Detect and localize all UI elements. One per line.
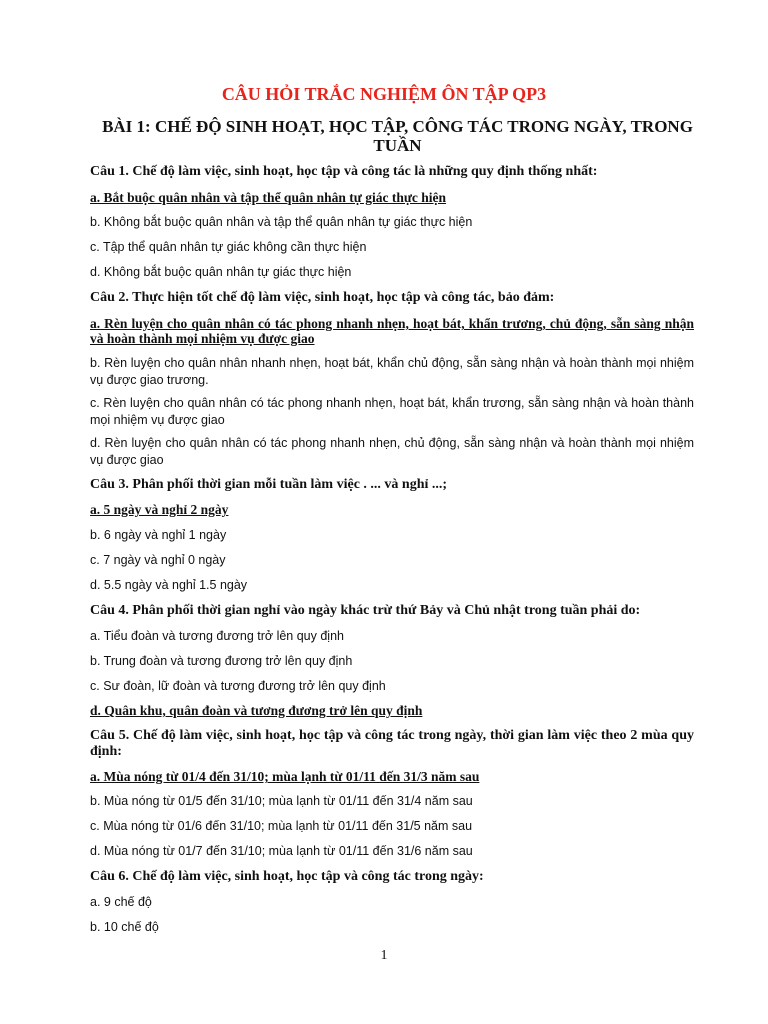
q5-answer-d: d. Mùa nóng từ 01/7 đến 31/10; mùa lạnh từ 01/11 đến 31/6 năm sau	[90, 844, 473, 858]
question-3: Câu 3. Phân phối thời gian mỗi tuần làm việc . ... và nghỉ ...;	[90, 477, 448, 492]
q3-answer-d: d. 5.5 ngày và nghỉ 1.5 ngày	[90, 578, 248, 592]
q5-answer-a-correct: a. Mùa nóng từ 01/4 đến 31/10; mùa lạnh từ 01/11 đến 31/3 năm sau	[90, 769, 480, 784]
q4-answer-b: b. Trung đoàn và tương đương trở lên quy định	[90, 654, 353, 668]
q4-answer-a: a. Tiểu đoàn và tương đương trở lên quy định	[90, 629, 344, 643]
q6-answer-b: b. 10 chế độ	[90, 920, 159, 934]
q5-answer-c: c. Mùa nóng từ 01/6 đến 31/10; mùa lạnh từ 01/11 đến 31/5 năm sau	[90, 819, 473, 833]
q4-answer-d-correct: d. Quân khu, quân đoàn và tương đương trở lên quy định	[90, 703, 423, 718]
q3-answer-a-correct: a. 5 ngày và nghỉ 2 ngày	[90, 502, 229, 517]
q1-answer-a-correct: a. Bắt buộc quân nhân và tập thể quân nhân tự giác thực hiện	[90, 190, 447, 205]
q2-answer-d: d. Rèn luyện cho quân nhân có tác phong nhanh nhẹn, chủ động, sẵn sàng nhận và hoàn thành mọi nhiệm vụ được giao	[90, 436, 694, 467]
q2-answer-a-correct: a. Rèn luyện cho quân nhân có tác phong nhanh nhẹn, hoạt bát, khẩn trương, chủ động, sẵn sàng nhận và hoàn thành mọi nhiệm vụ được giao	[90, 316, 694, 346]
question-6: Câu 6. Chế độ làm việc, sinh hoạt, học tập và công tác trong ngày:	[90, 869, 484, 884]
question-4: Câu 4. Phân phối thời gian nghỉ vào ngày khác trừ thứ Bảy và Chủ nhật trong tuần phải do:	[90, 603, 641, 618]
q4-answer-c: c. Sư đoàn, lữ đoàn và tương đương trở lên quy định	[90, 679, 386, 693]
page-number: 1	[380, 948, 388, 963]
lesson-title: BÀI 1: CHẾ ĐỘ SINH HOẠT, HỌC TẬP, CÔNG TÁC TRONG NGÀY, TRONG TUẦN	[102, 117, 693, 155]
q5-answer-b: b. Mùa nóng từ 01/5 đến 31/10; mùa lạnh từ 01/11 đến 31/4 năm sau	[90, 794, 473, 808]
q2-answer-c: c. Rèn luyện cho quân nhân có tác phong nhanh nhẹn, hoạt bát, khẩn trương, sẵn sàng nhận và hoàn thành mọi nhiệm vụ được giao	[90, 396, 694, 427]
question-1: Câu 1. Chế độ làm việc, sinh hoạt, học tập và công tác là những quy định thống nhất:	[90, 164, 598, 179]
q6-answer-a: a. 9 chế độ	[90, 895, 152, 909]
q2-answer-b: b. Rèn luyện cho quân nhân nhanh nhẹn, hoạt bát, khẩn chủ động, sẵn sàng nhận và hoàn thành mọi nhiệm vụ được giao trương.	[90, 356, 694, 387]
document-title: CÂU HỎI TRẮC NGHIỆM ÔN TẬP QP3	[221, 84, 547, 104]
question-5: Câu 5. Chế độ làm việc, sinh hoạt, học tập và công tác trong ngày, thời gian làm việc theo 2 mùa quy định:	[90, 728, 694, 759]
q1-answer-d: d. Không bắt buộc quân nhân tự giác thực hiện	[90, 265, 352, 279]
question-2: Câu 2. Thực hiện tốt chế độ làm việc, sinh hoạt, học tập và công tác, bảo đảm:	[90, 290, 555, 305]
q1-answer-c: c. Tập thể quân nhân tự giác không cần thực hiện	[90, 240, 367, 254]
q3-answer-b: b. 6 ngày và nghỉ 1 ngày	[90, 528, 227, 542]
q1-answer-b: b. Không bắt buộc quân nhân và tập thể quân nhân tự giác thực hiện	[90, 215, 473, 229]
q3-answer-c: c. 7 ngày và nghỉ 0 ngày	[90, 553, 226, 567]
